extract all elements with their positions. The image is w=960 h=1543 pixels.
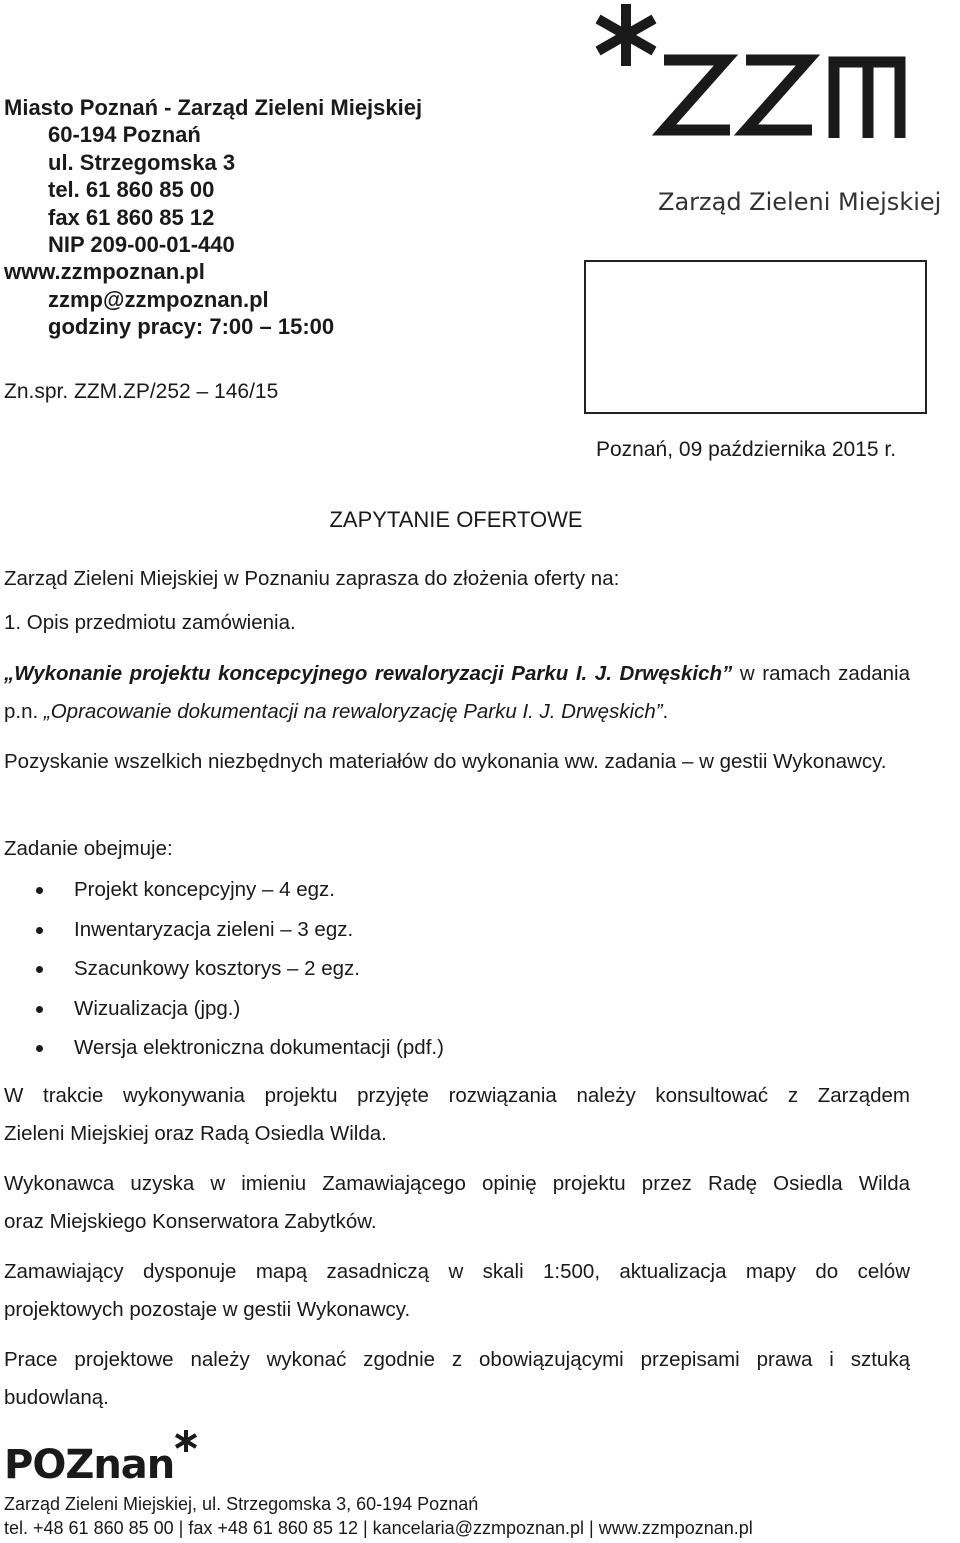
poznan-logo-text: POZnan xyxy=(4,1442,175,1484)
zzm-letters xyxy=(664,60,900,138)
bullet-icon xyxy=(36,887,43,894)
list-item: Wersja elektroniczna dokumentacji (pdf.) xyxy=(36,1028,444,1068)
sender-address-block xyxy=(4,94,422,341)
zzm-subtitle: Zarząd Zieleni Miejskiej xyxy=(658,188,942,216)
task-title: „Opracowanie dokumentacji na rewaloryzację Parku I. J. Drwęskich” xyxy=(43,700,663,723)
bullet-icon xyxy=(36,966,43,973)
scope-list xyxy=(36,870,444,1068)
sender-website: www.zzmpoznan.pl xyxy=(4,259,205,285)
opinion-line-1: Wykonawca uzyska w imieniu Zamawiającego opinię projektu przez Radę Osiedla Wilda xyxy=(4,1172,910,1195)
poznan-asterisk-logo xyxy=(176,1430,196,1452)
consultation-line-2: Zieleni Miejskiej oraz Radą Osiedla Wilda. xyxy=(4,1122,387,1145)
footer-address: Zarząd Zieleni Miejskiej, ul. Strzegomska 3, 60-194 Poznań xyxy=(4,1494,479,1514)
subject-paragraph xyxy=(4,655,910,731)
regulations-line-2: budowlaną. xyxy=(4,1386,109,1409)
consultation-paragraph xyxy=(4,1077,910,1153)
sender-email: zzmp@zzmpoznan.pl xyxy=(48,286,269,312)
reference-number: Zn.spr. ZZM.ZP/252 – 146/15 xyxy=(4,380,279,403)
zzm-logo xyxy=(560,2,960,222)
bullet-icon xyxy=(36,1045,43,1052)
intro-paragraph: Zarząd Zieleni Miejskiej w Poznaniu zaprasza do złożenia oferty na: xyxy=(4,567,620,590)
scope-heading: Zadanie obejmuje: xyxy=(4,837,173,860)
bullet-icon xyxy=(36,1006,43,1013)
stamp-box xyxy=(584,260,927,414)
map-line-2: projektowych pozostaje w gestii Wykonawcy. xyxy=(4,1298,411,1321)
regulations-line-1: Prace projektowe należy wykonać zgodnie z obowiązującymi przepisami prawa i sztuką xyxy=(4,1348,910,1371)
consultation-line-1: W trakcie wykonywania projektu przyjęte rozwiązania należy konsultować z Zarządem xyxy=(4,1084,910,1107)
materials-paragraph: Pozyskanie wszelkich niezbędnych materiałów do wykonania ww. zadania – w gestii Wykonawcy. xyxy=(4,750,887,773)
sender-postcode: 60-194 Poznań xyxy=(48,122,201,148)
opinion-line-2: oraz Miejskiego Konserwatora Zabytków. xyxy=(4,1210,377,1233)
sender-fax: fax 61 860 85 12 xyxy=(48,204,215,230)
sender-street: ul. Strzegomska 3 xyxy=(48,149,236,175)
footer-contacts: tel. +48 61 860 85 00 | fax +48 61 860 85 12 | kancelaria@zzmpoznan.pl | www.zzmpoznan.pl xyxy=(4,1518,753,1538)
sender-name: Miasto Poznań - Zarząd Zieleni Miejskiej xyxy=(4,95,423,120)
subject-connector: w ramach zadania p.n. xyxy=(4,662,910,723)
map-line-1: Zamawiający dysponuje mapą zasadniczą w skali 1:500, aktualizacja mapy do celów xyxy=(4,1260,910,1283)
sender-working-hours: godziny pracy: 7:00 – 15:00 xyxy=(48,314,335,340)
document-title: ZAPYTANIE OFERTOWE xyxy=(329,507,583,532)
map-paragraph xyxy=(4,1253,910,1329)
sender-nip: NIP 209-00-01-440 xyxy=(48,232,235,258)
list-item: Wizualizacja (jpg.) xyxy=(36,989,444,1029)
list-item: Szacunkowy kosztorys – 2 egz. xyxy=(36,949,444,989)
list-item: Projekt koncepcyjny – 4 egz. xyxy=(36,870,444,910)
bullet-icon xyxy=(36,927,43,934)
zzm-asterisk-logo xyxy=(598,4,654,66)
project-title: „Wykonanie projektu koncepcyjnego rewaloryzacji Parku I. J. Drwęskich” xyxy=(4,662,733,685)
sender-phone: tel. 61 860 85 00 xyxy=(48,177,215,203)
document-date: Poznań, 09 października 2015 r. xyxy=(596,438,897,461)
opinion-paragraph xyxy=(4,1165,910,1241)
regulations-paragraph xyxy=(4,1341,910,1417)
poznan-logo xyxy=(4,1428,204,1484)
list-item: Inwentaryzacja zieleni – 3 egz. xyxy=(36,910,444,950)
subject-end: . xyxy=(662,700,669,723)
section-heading: 1. Opis przedmiotu zamówienia. xyxy=(4,611,296,634)
